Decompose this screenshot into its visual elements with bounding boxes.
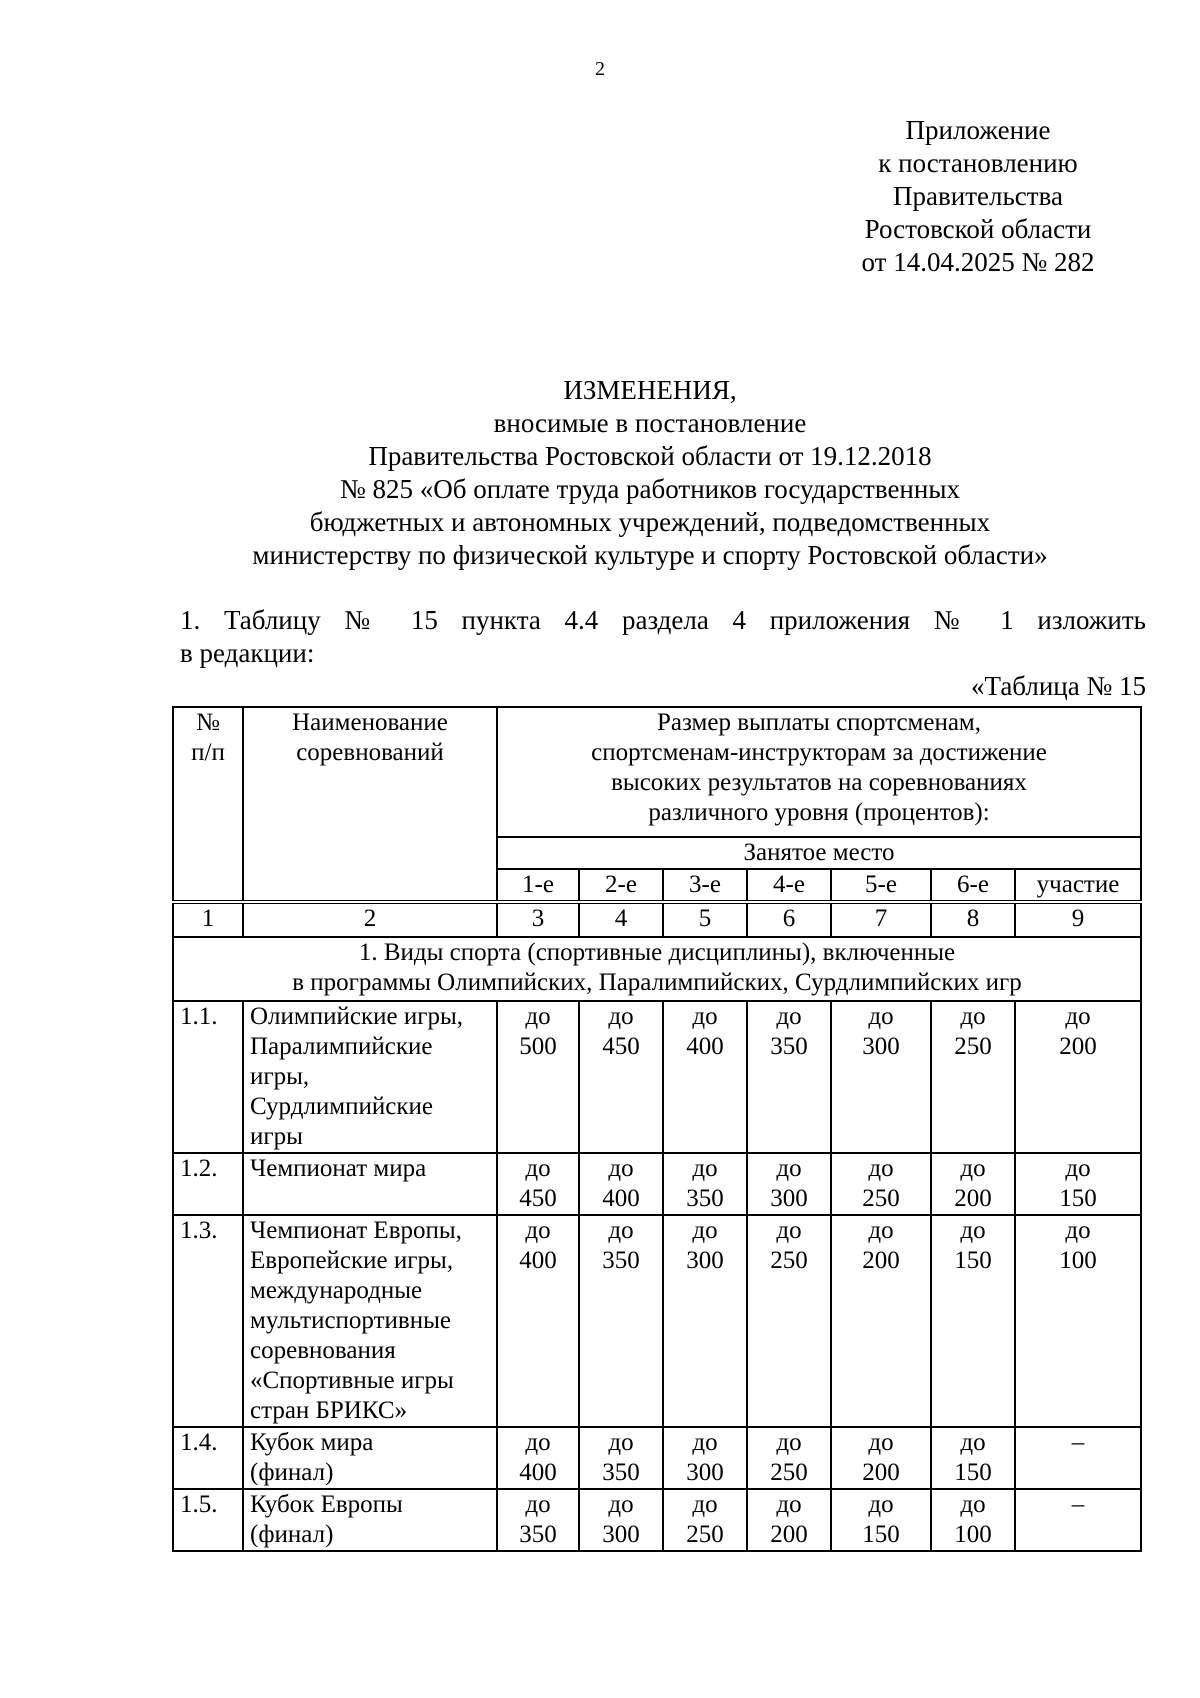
row-value: до 400 [497, 1427, 579, 1489]
table-row [173, 1215, 1141, 1427]
row-value: – [1015, 1489, 1141, 1551]
row-value: до 350 [497, 1489, 579, 1551]
place-3: 3-е [663, 869, 747, 902]
row-value: до 450 [579, 1001, 663, 1153]
place-6: 6-е [931, 869, 1015, 902]
row-name: Олимпийские игры, Паралимпийские игры, Сурдлимпийские игры [243, 1001, 497, 1153]
col-index: 5 [663, 902, 747, 937]
header-name: Наименование соревнований [243, 707, 497, 902]
row-value: – [1015, 1427, 1141, 1489]
row-name: Чемпионат мира [243, 1153, 497, 1215]
row-number: 1.2. [173, 1153, 243, 1215]
row-value: до 200 [831, 1215, 931, 1427]
appendix-line: Ростовской области [864, 214, 1092, 244]
section-row [173, 937, 1141, 1001]
row-value: до 300 [663, 1427, 747, 1489]
row-value: до 350 [747, 1001, 831, 1153]
row-value: до 200 [831, 1427, 931, 1489]
section-title: 1. Виды спорта (спортивные дисциплины), включенные в программы Олимпийских, Паралимпийских, Сурдлимпийских игр [173, 937, 1141, 1001]
appendix-line: от 14.04.2025 № 282 [861, 247, 1095, 277]
header-payment: Размер выплаты спортсменам, спортсменам-инструкторам за достижение высоких результатов на соревнованиях различного уровня (процентов): [497, 707, 1141, 837]
page-number: 2 [595, 58, 605, 80]
table-row [173, 1489, 1141, 1551]
changes-line: министерству по физической культуре и спорту Ростовской области» [252, 540, 1048, 570]
col-index: 1 [173, 902, 243, 937]
changes-heading: ИЗМЕНЕНИЯ, [563, 375, 737, 405]
table-row [173, 1153, 1141, 1215]
appendix-line: Правительства [893, 181, 1063, 211]
place-participation: участие [1015, 869, 1141, 902]
payment-table [172, 706, 1142, 1552]
row-value: до 350 [663, 1153, 747, 1215]
row-value: до 100 [1015, 1215, 1141, 1427]
place-5: 5-е [831, 869, 931, 902]
row-value: до 300 [747, 1153, 831, 1215]
row-value: до 250 [931, 1001, 1015, 1153]
row-value: до 100 [931, 1489, 1015, 1551]
row-value: до 200 [747, 1489, 831, 1551]
col-index: 7 [831, 902, 931, 937]
row-value: до 350 [579, 1427, 663, 1489]
appendix-line: Приложение [905, 115, 1051, 145]
row-value: до 450 [497, 1153, 579, 1215]
row-value: до 300 [663, 1215, 747, 1427]
col-index: 4 [579, 902, 663, 937]
table-label: «Таблица № 15 [971, 671, 1146, 701]
changes-line: Правительства Ростовской области от 19.12.2018 [368, 441, 932, 471]
place-1: 1-е [497, 869, 579, 902]
row-value: до 250 [747, 1215, 831, 1427]
row-value: до 300 [831, 1001, 931, 1153]
row-value: до 150 [931, 1215, 1015, 1427]
row-value: до 500 [497, 1001, 579, 1153]
table-row [173, 1427, 1141, 1489]
row-value: до 150 [1015, 1153, 1141, 1215]
row-value: до 150 [931, 1427, 1015, 1489]
row-value: до 300 [579, 1489, 663, 1551]
row-value: до 400 [663, 1001, 747, 1153]
row-value: до 250 [831, 1153, 931, 1215]
row-number: 1.5. [173, 1489, 243, 1551]
changes-line: № 825 «Об оплате труда работников государственных [340, 474, 960, 504]
col-index: 6 [747, 902, 831, 937]
row-number: 1.1. [173, 1001, 243, 1153]
row-name: Чемпионат Европы, Европейские игры, международные мультиспортивные соревнования «Спортивные игры стран БРИКС» [243, 1215, 497, 1427]
table-row [173, 1001, 1141, 1153]
place-2: 2-е [579, 869, 663, 902]
col-index: 3 [497, 902, 579, 937]
row-value: до 200 [1015, 1001, 1141, 1153]
appendix-line: к постановлению [878, 148, 1078, 178]
col-index: 2 [243, 902, 497, 937]
row-number: 1.3. [173, 1215, 243, 1427]
row-name: Кубок мира (финал) [243, 1427, 497, 1489]
row-value: до 150 [831, 1489, 931, 1551]
place-4: 4-е [747, 869, 831, 902]
row-value: до 200 [931, 1153, 1015, 1215]
appendix-block [836, 114, 1120, 279]
header-row [173, 707, 1141, 837]
row-value: до 400 [497, 1215, 579, 1427]
row-name: Кубок Европы (финал) [243, 1489, 497, 1551]
paragraph-line-1: 1. Таблицу № 15 пункта 4.4 раздела 4 приложения № 1 изложить [180, 605, 1146, 635]
row-value: до 250 [663, 1489, 747, 1551]
row-value: до 350 [579, 1215, 663, 1427]
row-value: до 400 [579, 1153, 663, 1215]
header-num: № п/п [173, 707, 243, 902]
paragraph-line-2: в редакции: [180, 638, 315, 668]
changes-line: вносимые в постановление [493, 408, 807, 438]
row-number: 1.4. [173, 1427, 243, 1489]
col-index: 8 [931, 902, 1015, 937]
changes-line: бюджетных и автономных учреждений, подведомственных [309, 507, 991, 537]
header-place: Занятое место [497, 837, 1141, 869]
col-index: 9 [1015, 902, 1141, 937]
column-index-row [173, 902, 1141, 937]
row-value: до 250 [747, 1427, 831, 1489]
changes-heading-block [150, 374, 1150, 572]
